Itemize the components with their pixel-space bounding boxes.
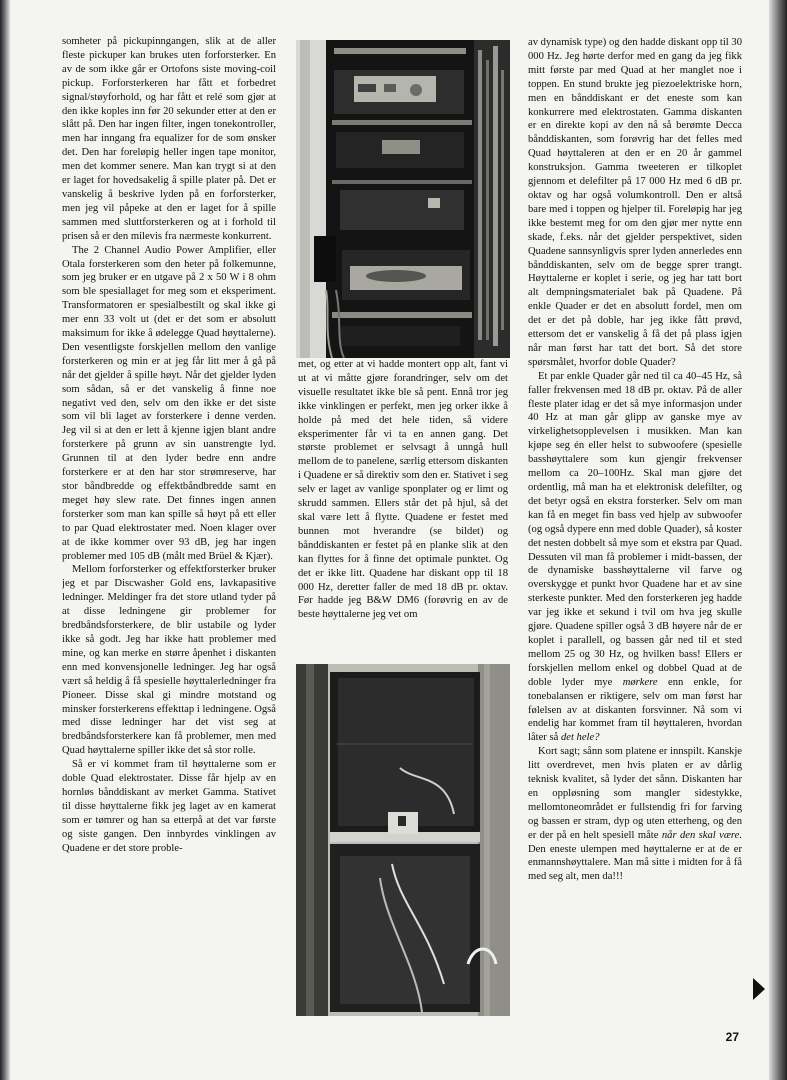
emphasis: når den skal være. (661, 829, 742, 841)
paragraph: Kort sagt; sånn som platene er innspilt. Kanskje litt overdrevet, men hvis platen er av dårlig teknisk kvalitet, så lyder det sånn. Diskanten har en oppløsning som mangler sidestykke, mellomtoneområdet er fullstendig fri for farving og bassen er stram, dyp og uten etterheng, og den er der på en helt spesiell måte når den skal være. Den eneste ulempen med høyttalerne er at de er enmannshøyttalere. Man må sitte i midten for å få med seg alt, men da!!! (528, 746, 742, 883)
continue-arrow-icon (753, 978, 765, 1000)
paragraph: Et par enkle Quader går ned til ca 40–45 Hz, så faller frekvensen med 18 dB pr. oktav. På de aller fleste plater idag er det så mye informasjon under 40 Hz at man går glipp av ganske mye av virkelighetsopplevelsen i musikken. Man kan kjøpe seg én eller helst to subwoofere (spesielle basshøyttalere som kun gjengir frekvenser mellom ca 20–100Hz. Skal man gjøre det ordentlig, må man ha et elektronisk delefilter, og det betyr også en ekstra forsterker. Selv om man kan få en meget fin bass ved hjelp av subwoofer (og også dypere enn med doble Quader), så koster det nesten dobbelt så mye som et ekstra par Quad. Dessuten vil man få problemer i midt-bassen, der de dynamiske basshøyttalerne vil farve og overskygge et punkt hvor Quadene har et av sine sterkeste punkter. Med den forsterkeren jeg hadde var jeg ikke et sekund i tvil om hva jeg skulle gjøre. Quadene spiller også 3 dB høyere når de er koplet i parallell, og bassen går ned til et sted mellom 25 og 30 Hz, og hvilken bass! Ellers er forskjellen mellom enkel og dobbel Quad at de doble lyder mye mørkere enn enkle, for tonebalansen er riktigere, selv om man først har følelsen av at diskanten forsvinner. Nå som vi endelig har kommet fram til høyttaleren, hvordan låter så det hele? (528, 370, 742, 744)
photo-hifi-rack-image (296, 40, 510, 358)
scan-edge-right (769, 0, 787, 1080)
paragraph: met, og etter at vi hadde montert opp alt, fant vi ut at vi måtte gjøre forandringer, selv om det visuelle resultatet ikke ble så pent. Ennå tror jeg ikke vinklingen er perfekt, men jeg orker ikke å holde på med det hele tiden, så videre eksperimenter får vi ta en annen gang. Det største problemet er selvsagt å unngå hull mellom de to panelene, særlig ettersom diskanten i Quadene er så direktiv som den er. Stativet i seg selv er laget av vanlige sponplater og er limt og skrudd sammen. Ellers står det på hjul, så det skal være lett å flytte. Quadene er festet med bunnen mot hverandre (se bildet) og bånddiskanten er festet på en planke slik at den kan flyttes for å finne det optimale punktet. Og det er ikke litt. Quadene har diskant opp til 18 000 Hz, deretter faller de med 18 dB pr. oktav. Før hadde jeg B&W DM6 (forøvrig en av de beste høyttalerne jeg vet om (298, 359, 508, 621)
text-column-2 (298, 358, 508, 658)
text-column-1 (62, 35, 276, 1027)
page-number: 27 (725, 1030, 739, 1044)
photo-hifi-rack (296, 40, 510, 358)
text-column-3 (528, 36, 742, 1028)
emphasis: mørkere (622, 676, 658, 688)
paragraph: Så er vi kommet fram til høyttalerne som er doble Quad elektrostater. Disse får hjelp av en hornløs bånddiskant av merket Gamma. Stativet til disse høyttalerne fikk jeg laget av en kamerat som er tømrer og han sa etterpå at det var første og siste gangen. Den innbyrdes vinklingen av Quadene er det store proble- (62, 759, 276, 854)
paragraph: The 2 Channel Audio Power Amplifier, eller Otala forsterkeren som den heter på folkemunne, som jeg bruker er en utgave på 2 x 50 W i 8 ohm som ble spesiallaget for meg som et eksperiment. Transformatoren er spesialbestilt og skal ikke gi mer enn 33 volt ut (det er det som er absolutt maksimum for ikke å ødelegge Quad høyttalerne). Den vesentligste forskjellen mellom den vanlige forsterkeren og min er at jeg får litt mer å gå på når det gjelder å spille høyt. Når det gjelder lyden som sådan, så er det vanskelig å finne noe negativt ved den, selv om den ikke er det siste som vil bli laget av forsterkere i denne verden. Jeg vil si at den er lett å kjenne igjen blant andre forsterkere på grunn av sin uanstrengte lyd. Grunnen til at den lyder bedre enn andre forsterkere er at den har stor strømreserve, har stor båndbredde og effektbåndbredde samt en meget høy slew rate. Det finnes ingen annen forsterker som man kan spille så høyt på ett eller to par Quad elektrostater med. Noen klager over at de ikke kommer over 93 dB, jeg har ingen problemer med 105 dB (målt med Brüel & Kjær). (62, 244, 276, 562)
photo-quad-speakers-image (296, 664, 510, 1016)
paragraph: somheter på pickupinngangen, slik at de aller fleste pickuper kan brukes uten forforsterker. En av de som ikke går er Ortofons siste moving-coil pickup. Forforsterkeren har fått et forbedret signal/støyforhold, og har fått et relé som gjør at den ikke koples inn før 20 sekunder etter at den er slått på. Den har ingen filter, ingen tonekontroller, men har inngang fra equalizer for de som ønsker det. Den har foreløpig heller ingen tape monitor, men det kommer senere. Man kan trygt si at den er laget for hovedsakelig å spille plater på. Det er vanskelig å beskrive lyden på en forforsterker, men jeg vil påpeke at den er laget for å spille sammen med sluttforsterkeren og at i forhold til prisen så er den milevis fra nærmeste konkurrent. (62, 36, 276, 242)
scan-edge-left (0, 0, 10, 1080)
paragraph: Mellom forforsterker og effektforsterker bruker jeg et par Discwasher Gold ens, lavkapasitive ledninger. Meldinger fra det store utland tyder på at disse ledningene gir problemer for bredbåndsforsterkere, de blir ustabile og lyder ikke så godt. Jeg har ikke hatt problemer med mine, og kan merke en større åpenhet i diskanten enn med konvensjonelle ledninger. Jeg har også vært så heldig å få spesielle høyttalerledninger fra Pioneer. Disse skal gi mindre motstand og minsker forsterkerens effekttap i ledningene. Også med disse ledninger har det vist seg at bredbåndsforsterkere kan få problemer, men med Quad høyttalerne spiller ikke det så stor rolle. (62, 564, 276, 757)
paragraph: av dynamisk type) og den hadde diskant opp til 30 000 Hz. Jeg hørte derfor med en gang da jeg fikk mitt første par med Quad at her manglet noe i toppen. En stund brukte jeg piezoelektriske horn, men en bånddiskant er det eneste som kan konkurrere med elektrostaten. Gamma diskanten er en direkte kopi av den nå så berømte Decca bånddiskanten, som forøvrig har det felles med Quad høyttaleren at den er en 20 år gammel konstruksjon. Gamma tweeteren er tilkoplet gjennom et delefilter på 17 000 Hz med 6 dB pr. oktav og har også volumkontroll. Den er altså bare med i toppen og hjelper til. Foreløpig har jeg ikke bestemt meg for om den gjør mer nytte enn skade, f.eks. når det gjelder perspektivet, siden Quadene sannsynligvis sprer lyden annerledes enn bånddiskanten, selv om de begge sprer trangt. Høyttalerne er koplet i serie, og jeg har tatt bort alt dempningsmaterialet bak på Quadene. På enkle Quader er det en absolutt fordel, men om det er det på doble, har jeg ikke fått prøvd, ettersom det er vanskelig å få det på plass igjen når man først har tatt det bort. Så det store spørsmålet, hvorfor doble Quader? (528, 37, 742, 368)
emphasis: det hele? (560, 732, 600, 744)
photo-quad-speakers (296, 664, 510, 1016)
